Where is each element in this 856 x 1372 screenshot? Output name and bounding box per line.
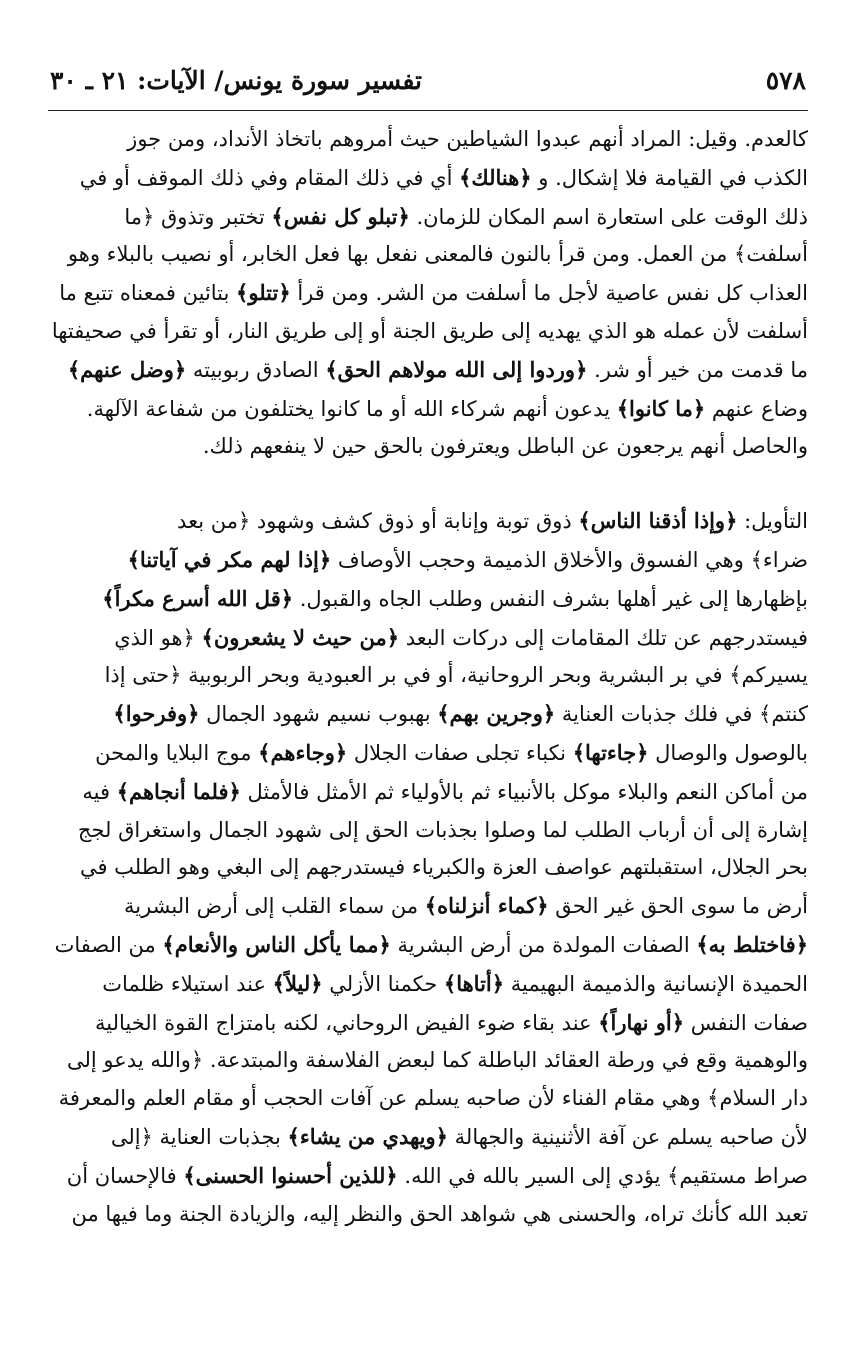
text-line: أرض ما سوى الحق غير الحق ﴿كماء أنزلناه﴾ من سماء القلب إلى أرض البشرية	[123, 893, 808, 919]
text-line: والحاصل أنهم يرجعون عن الباطل ويعترفون بالحق حين لا ينفعهم ذلك.	[202, 434, 808, 459]
text-line: التأويل: ﴿وإذا أذقنا الناس﴾ ذوق توبة وإنابة أو ذوق كشف وشهود ﴿من بعد	[177, 508, 808, 534]
text-line: ﴿فاختلط به﴾ الصفات المولدة من أرض البشرية ﴿مما يأكل الناس والأنعام﴾ من الصفات	[54, 931, 808, 957]
page-number: ٥٧٨	[765, 66, 806, 95]
text-line: أسلفت﴾ من العمل. ومن قرأ بالنون فالمعنى نفعل بها فعل الخابر، أو نصيب بالبلاء وهو	[67, 242, 808, 267]
text-line: ما قدمت من خير أو شر. ﴿وردوا إلى الله مولاهم الحق﴾ الصادق ربوبيته ﴿وضل عنهم﴾	[67, 356, 808, 382]
text-line: بحر الجلال، استقبلتهم عواصف العزة والكبرياء فيستدرجهم إلى البغي وهو الطلب في	[79, 855, 808, 880]
text-line: صفات النفس ﴿أو نهاراً﴾ عند بقاء ضوء الفيض الروحاني، لكنه بامتزاج القوة الخيالية	[94, 1009, 808, 1035]
text-line: أسلفت لأن عمله هو الذي يهديه إلى طريق الجنة أو إلى طريق النار، أو تقرأ في صحيفتها	[51, 318, 808, 343]
text-line: الحميدة الإنسانية والذميمة البهيمية ﴿أتاها﴾ حكمنا الأزلي ﴿ليلاً﴾ عند استيلاء ظلمات	[102, 970, 808, 996]
text-line: ضراء﴾ وهي الفسوق والأخلاق الذميمة وحجب الأوصاف ﴿إذا لهم مكر في آياتنا﴾	[127, 546, 808, 572]
paragraph	[48, 121, 808, 466]
running-title: تفسير سورة يونس/ الآيات: ٢١ ـ ٣٠	[50, 66, 422, 95]
text-line: من أماكن النعم والبلاء موكل بالأنبياء ثم بالأولياء ثم الأمثل فالأمثل ﴿فلما أنجاهم﴾ فيه	[82, 778, 808, 804]
text-line: لأن صاحبه يسلم عن آفة الأثنينية والجهالة ﴿ويهدي من يشاء﴾ بجذبات العناية ﴿إلى	[110, 1123, 808, 1149]
text-line: صراط مستقيم﴾ يؤدي إلى السير بالله في الله. ﴿للذين أحسنوا الحسنى﴾ فالإحسان أن	[66, 1162, 808, 1188]
paragraph	[48, 502, 808, 1233]
text-line: الكذب في القيامة فلا إشكال. و ﴿هنالك﴾ أي في ذلك المقام وفي ذلك الموقف أو في	[79, 164, 808, 190]
text-line: دار السلام﴾ وهي مقام الفناء لأن صاحبه يسلم عن آفات الحجب أو مقام العلم والمعرفة	[58, 1086, 808, 1111]
text-line: ذلك الوقت على استعارة اسم المكان للزمان. ﴿تبلو كل نفس﴾ تختبر وتذوق ﴿ما	[124, 203, 808, 229]
text-line: فيستدرجهم عن تلك المقامات إلى دركات البعد ﴿من حيث لا يشعرون﴾ ﴿هو الذي	[114, 624, 808, 650]
text-line: إشارة إلى أن أرباب الطلب لما وصلوا بجذبات الحق إلى شهود الجمال واستغراق لجج	[77, 817, 808, 842]
text-line: كالعدم. وقيل: المراد أنهم عبدوا الشياطين حيث أمروهم باتخاذ الأنداد، ومن جوز	[127, 127, 808, 151]
text-line: كنتم﴾ في فلك جذبات العناية ﴿وجرين بهم﴾ بهبوب نسيم شهود الجمال ﴿وفرحوا﴾	[113, 701, 808, 727]
text-line: يسيركم﴾ في بر البشرية وبحر الروحانية، أو في بر العبودية وبحر الربوبية ﴿حتى إذا	[104, 663, 808, 688]
text-line: العذاب كل نفس عاصية لأجل ما أسلفت من الشر. ومن قرأ ﴿تتلو﴾ بتائين فمعناه تتبع ما	[59, 280, 808, 306]
page-header	[48, 60, 808, 111]
text-line: والوهمية وقع في ورطة العقائد الباطلة كما لبعض الفلاسفة والمبتدعة. ﴿والله يدعو إلى	[67, 1048, 808, 1073]
text-line: بالوصول والوصال ﴿جاءتها﴾ نكباء تجلى صفات الجلال ﴿وجاءهم﴾ موج البلايا والمحن	[95, 739, 808, 765]
text-line: بإظهارها إلى غير أهلها بشرف النفس وطلب الجاه والقبول. ﴿قل الله أسرع مكراً﴾	[102, 585, 808, 611]
text-line: تعبد الله كأنك تراه، والحسنى هي شواهد الحق والنظر إليه، والزيادة الجنة وما فيها من	[71, 1201, 808, 1226]
text-line: وضاع عنهم ﴿ما كانوا﴾ يدعون أنهم شركاء الله أو ما كانوا يختلفون من شفاعة الآلهة.	[86, 395, 808, 421]
page-body	[48, 121, 808, 1233]
